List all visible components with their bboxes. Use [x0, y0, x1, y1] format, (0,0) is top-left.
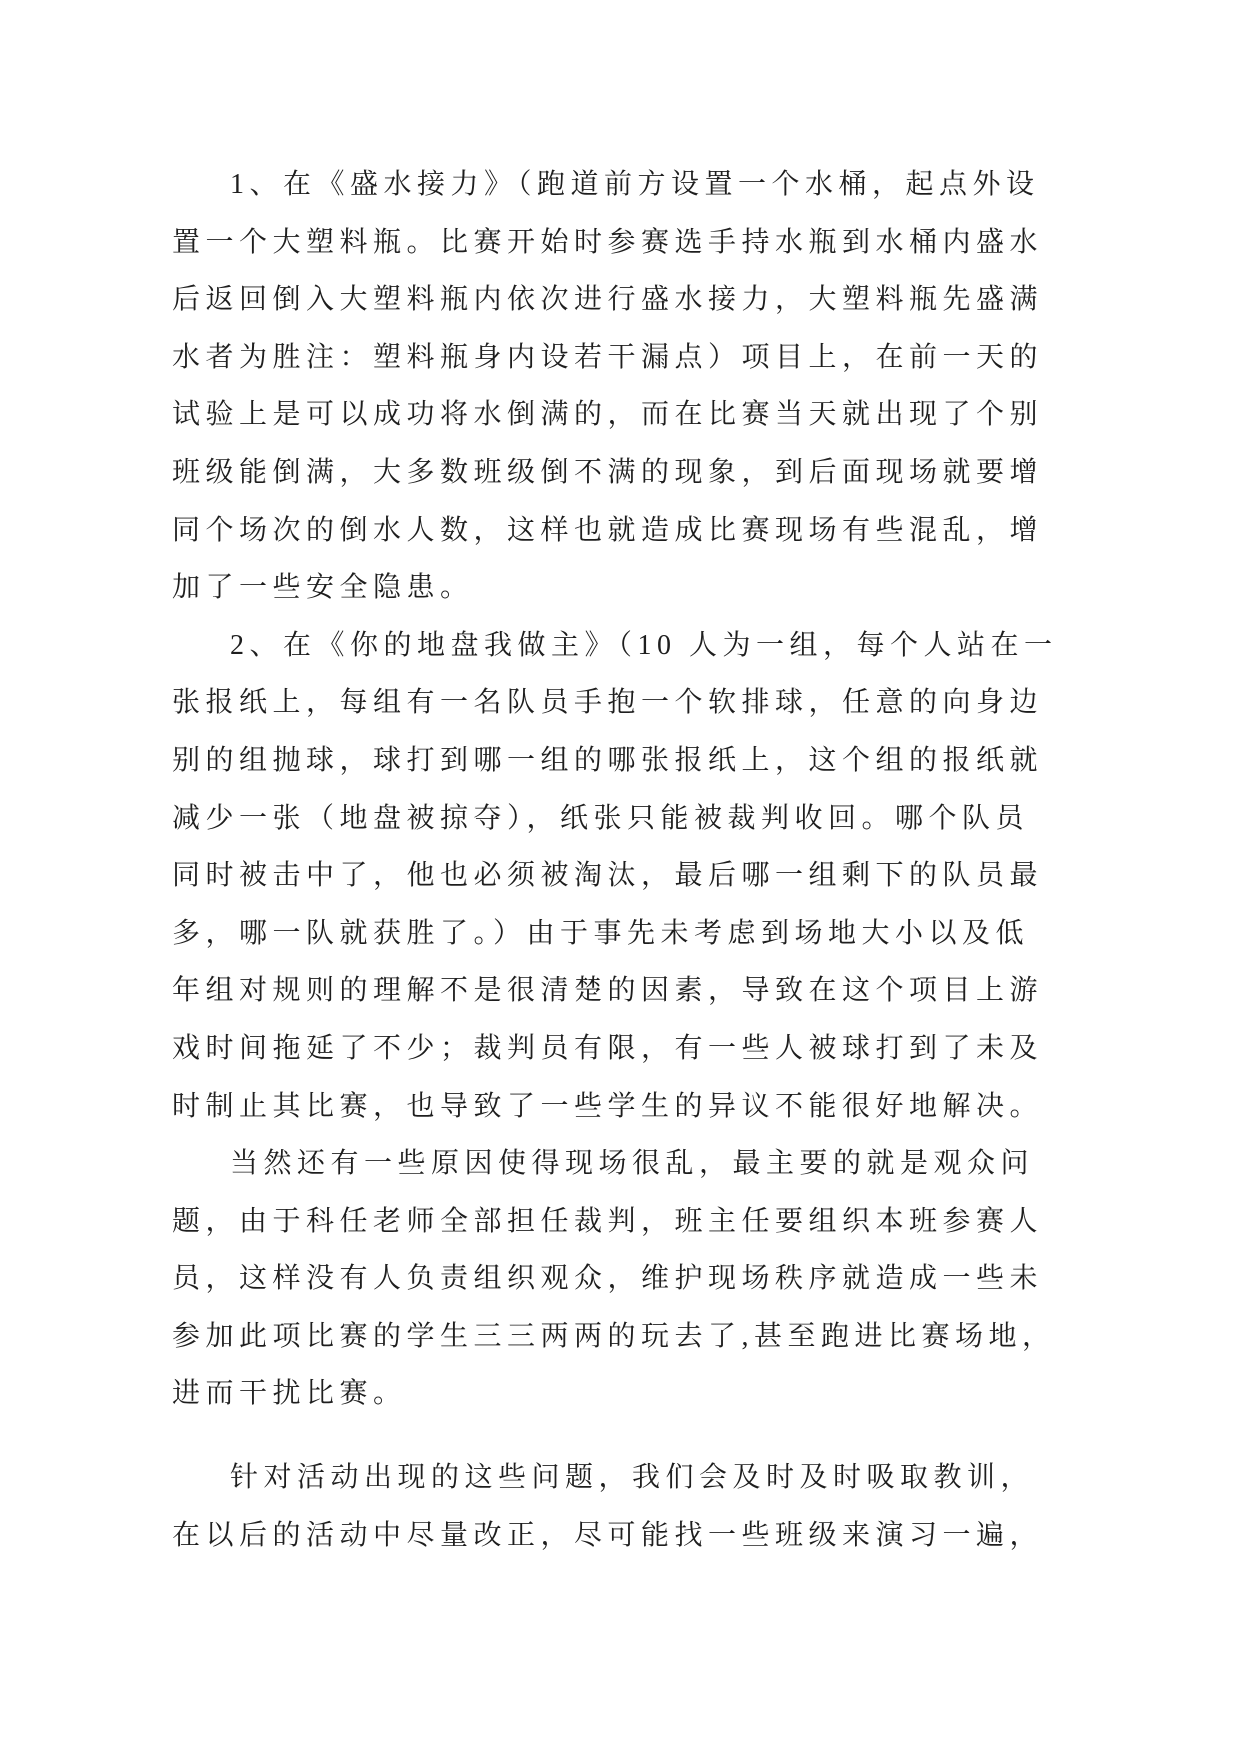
text-line: 年组对规则的理解不是很清楚的因素，导致在这个项目上游: [172, 975, 1044, 1007]
text-line: 题，由于科任老师全部担任裁判，班主任要组织本班参赛人: [172, 1205, 1044, 1237]
text-line: 针对活动出现的这些问题，我们会及时及时吸取教训，: [230, 1462, 1035, 1494]
text-line: 别的组抛球，球打到哪一组的哪张报纸上，这个组的报纸就: [172, 744, 1044, 776]
text-line: 同个场次的倒水人数，这样也就造成比赛现场有些混乱，增: [172, 514, 1044, 546]
paragraph-territory-game: [172, 617, 1172, 1135]
text-line: 试验上是可以成功将水倒满的，而在比赛当天就出现了个别: [172, 399, 1044, 431]
text-line: 当然还有一些原因使得现场很乱，最主要的就是观众问: [230, 1148, 1035, 1180]
paragraph-audience-issue: [172, 1135, 1172, 1423]
text-line: 同时被击中了，他也必须被淘汰，最后哪一组剩下的队员最: [172, 860, 1044, 892]
text-line: 在以后的活动中尽量改正，尽可能找一些班级来演习一遍，: [172, 1519, 1044, 1551]
text-line: 2、在《你的地盘我做主》（10 人为一组，每个人站在一: [230, 629, 1058, 661]
paragraph-improvements: [172, 1449, 1172, 1564]
text-line: 参加此项比赛的学生三三两两的玩去了,甚至跑进比赛场地，: [172, 1320, 1056, 1352]
text-line: 张报纸上，每组有一名队员手抱一个软排球，任意的向身边: [172, 687, 1044, 719]
text-line: 减少一张（地盘被掠夺），纸张只能被裁判收回。哪个队员: [172, 802, 1030, 834]
text-line: 后返回倒入大塑料瓶内依次进行盛水接力，大塑料瓶先盛满: [172, 284, 1044, 316]
text-line: 置一个大塑料瓶。比赛开始时参赛选手持水瓶到水桶内盛水: [172, 226, 1044, 258]
text-line: 加了一些安全隐患。: [172, 572, 474, 604]
text-line: 员，这样没有人负责组织观众，维护现场秩序就造成一些未: [172, 1263, 1044, 1295]
text-line: 戏时间拖延了不少；裁判员有限，有一些人被球打到了未及: [172, 1032, 1044, 1064]
paragraph-water-relay: [172, 156, 1172, 617]
body-text: [172, 156, 1172, 1564]
text-line: 班级能倒满，大多数班级倒不满的现象，到后面现场就要增: [172, 456, 1044, 488]
text-line: 进而干扰比赛。: [172, 1378, 407, 1410]
text-line: 时制止其比赛，也导致了一些学生的异议不能很好地解决。: [172, 1090, 1044, 1122]
text-line: 1、在《盛水接力》（跑道前方设置一个水桶，起点外设: [230, 169, 1040, 200]
text-line: 水者为胜注：塑料瓶身内设若干漏点）项目上，在前一天的: [172, 341, 1044, 373]
text-line: 多，哪一队就获胜了。）由于事先未考虑到场地大小以及低: [172, 917, 1030, 949]
